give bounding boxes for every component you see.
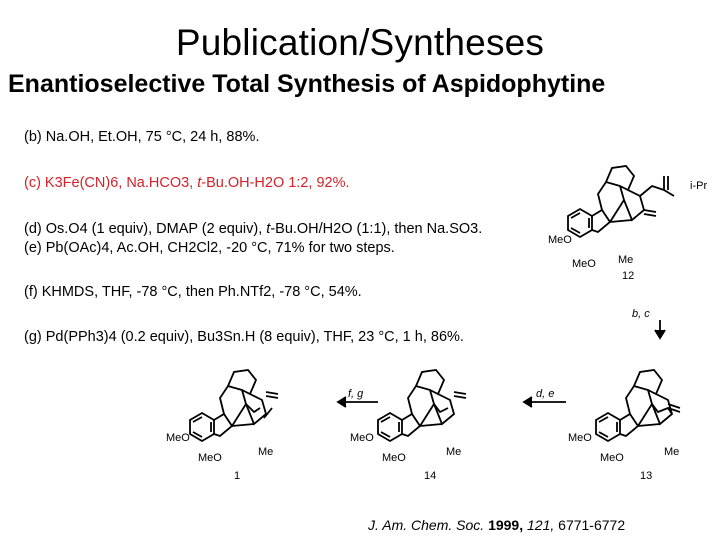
arrow-label-bc: b, c: [632, 308, 650, 320]
compound-13-structure: [596, 370, 680, 441]
step-c-text-italic: t: [197, 175, 202, 191]
compound-12-structure: [568, 166, 674, 237]
compound-12-number: 12: [622, 270, 635, 282]
step-d-text-post: -Bu.OH/H2O (1:1), then Na.SO3.: [270, 221, 483, 237]
journal-reference: [368, 517, 625, 533]
compound-1-structure: [190, 370, 278, 441]
slide-title: Publication/Syntheses: [175, 22, 545, 63]
meo-label-1: MeO: [166, 432, 190, 444]
step-g-text: (g) Pd(PPh3)4 (0.2 equiv), Bu3Sn.H (8 equiv), THF, 23 °C, 1 h, 86%.: [24, 329, 464, 345]
step-c-text-pre: (c) K3Fe(CN)6, Na.HCO3,: [24, 175, 198, 191]
meo-label-13: MeO: [568, 432, 592, 444]
reference-journal: J. Am. Chem. Soc.: [368, 517, 485, 533]
meo-label-1b: MeO: [198, 452, 222, 464]
meo-label-12: MeO: [548, 234, 572, 246]
compound-1-number: 1: [234, 470, 241, 482]
arrow-label-fg: f, g: [348, 388, 364, 400]
me-label-12: Me: [618, 254, 634, 266]
meo-label-14b: MeO: [382, 452, 406, 464]
step-d-text-pre: (d) Os.O4 (1 equiv), DMAP (2 equiv),: [24, 221, 267, 237]
reference-volume: 121,: [527, 517, 555, 533]
meo-label-12b: MeO: [572, 258, 596, 270]
meo-label-13b: MeO: [600, 452, 624, 464]
step-e-text: (e) Pb(OAc)4, Ac.OH, CH2Cl2, -20 °C, 71% for two steps.: [24, 240, 395, 256]
step-f-text: (f) KHMDS, THF, -78 °C, then Ph.NTf2, -78 °C, 54%.: [24, 284, 362, 300]
step-c-text-post: -Bu.OH-H2O 1:2, 92%.: [201, 175, 350, 191]
me-label-13: Me: [664, 446, 680, 458]
slide-subtitle: Enantioselective Total Synthesis of Aspidophytine: [8, 70, 606, 98]
ipr-label: i-Pr: [690, 180, 708, 192]
me-label-1: Me: [258, 446, 274, 458]
step-d-text-italic: t: [266, 221, 271, 237]
me-label-14: Me: [446, 446, 462, 458]
meo-label-14: MeO: [350, 432, 374, 444]
compound-13-number: 13: [640, 470, 653, 482]
arrow-label-de: d, e: [536, 388, 555, 400]
step-b-text: (b) Na.OH, Et.OH, 75 °C, 24 h, 88%.: [24, 129, 260, 145]
compound-14-structure: [378, 370, 466, 441]
reference-pages: 6771-6772: [558, 517, 626, 533]
compound-14-number: 14: [424, 470, 437, 482]
reference-year: 1999,: [488, 517, 524, 533]
